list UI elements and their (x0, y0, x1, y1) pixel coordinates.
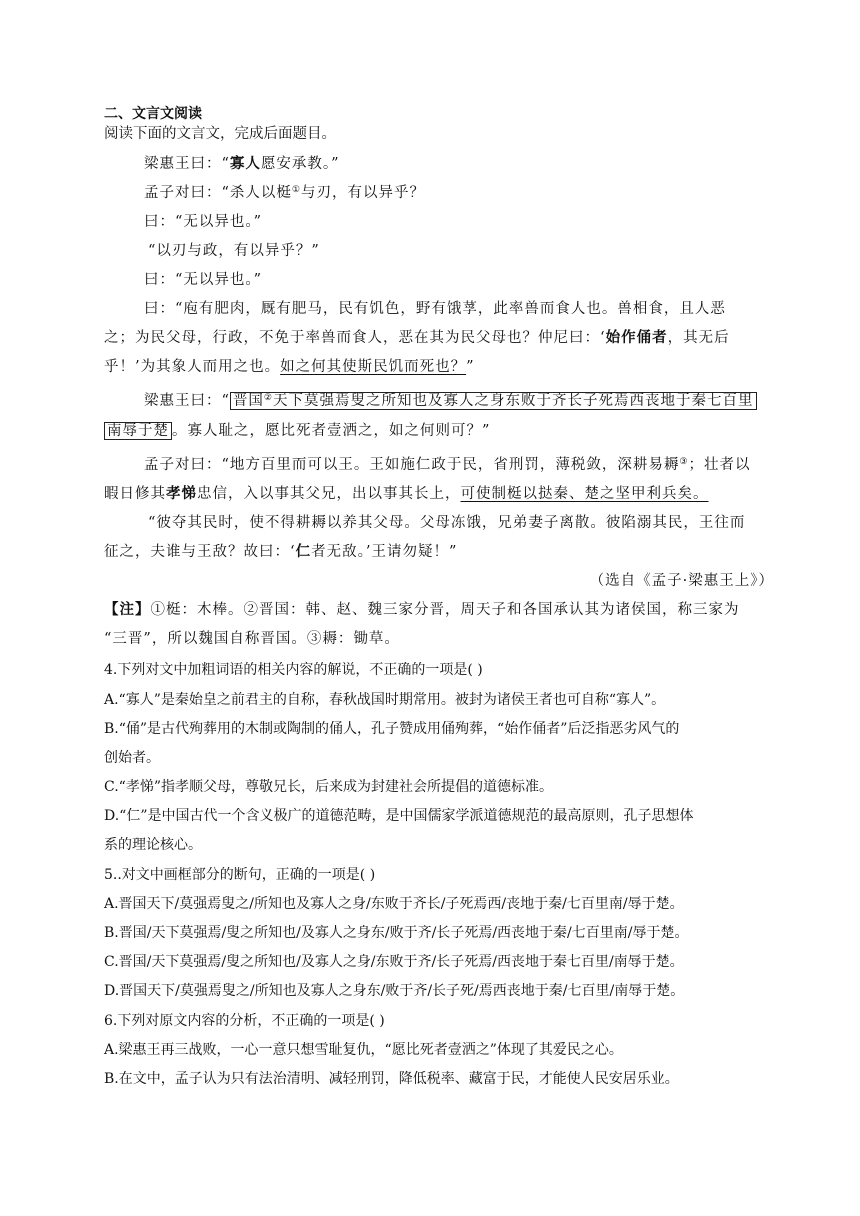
option-d: D.“仁”是中国古代一个含义极广的道德范畴，是中国儒家学派道德规范的最高原则，孔子思想体 (104, 808, 694, 824)
framed-text: 南辱于楚 (104, 422, 172, 440)
section-title: 二、文言文阅读 (104, 106, 202, 122)
question-stem: 4.下列对文中加粗词语的相关内容的解说，不正确的一项是( ) (104, 662, 483, 678)
passage-line (104, 484, 709, 504)
framed-text (230, 392, 757, 410)
text: 乎！’为其象人而用之也。 (104, 359, 281, 375)
text: ；壮者以 (688, 457, 751, 473)
bold-term: 孝悌 (166, 485, 197, 502)
option-c: C.“孝悌”指孝顺父母，尊敬兄长，后来成为封建社会所提倡的道德标准。 (104, 779, 553, 795)
passage-line (104, 328, 730, 348)
bold-term: 仁 (295, 543, 312, 560)
text: 天下莫强焉叟之所知也及寡人之身东败于齐长子死焉西丧地于秦七百里 (273, 393, 754, 409)
instruction: 阅读下面的文言文，完成后面题目。 (104, 126, 336, 142)
passage-line (144, 154, 340, 174)
passage-line (104, 421, 490, 441)
text: ①梃：木棒。②晋国：韩、赵、魏三家分晋，周天子和各国承认其为诸侯国，称三家为 (150, 602, 740, 618)
passage-line: “彼夺其民时，使不得耕耨以养其父母。父母冻饿，兄弟妻子离散。彼陷溺其民，王往而 (148, 515, 746, 531)
underlined-sentence: 可使制梃以挞秦、楚之坚甲利兵矣。 (460, 486, 709, 502)
text: 愿安承教。” (260, 156, 340, 172)
passage-line (144, 455, 751, 475)
text: 梁惠王曰：“ (144, 156, 230, 172)
text: 暇日修其 (104, 486, 166, 502)
notes-line: “三晋”，所以魏国自称晋国。③耨：锄草。 (104, 631, 400, 647)
option-a: A.梁惠王再三战败，一心一意只想雪耻复仇，“愿比死者壹洒之”体现了其爱民之心。 (104, 1042, 623, 1058)
passage-line (144, 183, 425, 203)
footnote-marker: ② (263, 393, 273, 403)
option-b-cont: 创始者。 (104, 750, 160, 766)
passage-line (104, 357, 475, 377)
text: 梁惠王曰：“ (144, 393, 230, 409)
source-citation: （选自《孟子·梁惠王上》） (589, 573, 774, 589)
text: 之；为民父母，行政，不免于率兽而食人，恶在其为民父母也？仲尼曰：‘ (104, 330, 606, 346)
text: 与刃，有以异乎？ (301, 185, 425, 201)
text: 征之，夫谁与王敌？故曰：‘ (104, 544, 296, 560)
passage-line: 曰：“无以异也。” (144, 272, 263, 288)
option-a: A.“寡人”是秦始皇之前君主的自称，春秋战国时期常用。被封为诸侯王者也可自称“寡人”。 (104, 692, 666, 708)
option-d: D.晋国天下/莫强焉叟之/所知也及寡人之身东/败于齐/长子死/焉西丧地于秦/七百里/南辱于楚。 (104, 983, 685, 999)
notes-label: 【注】 (104, 601, 151, 618)
underlined-sentence: 如之何其使斯民饥而死也？ (280, 359, 467, 375)
footnote-marker: ① (291, 185, 301, 195)
text: 孟子对曰：“地方百里而可以王。王如施仁政于民，省刑罚，薄税敛，深耕易耨 (144, 457, 680, 473)
question-stem: 5..对文中画框部分的断句，正确的一项是( ) (104, 867, 376, 883)
option-b: B.在文中，孟子认为只有法治清明、减轻刑罚，降低税率、藏富于民，才能使人民安居乐业。 (104, 1071, 679, 1087)
text: 晋国 (232, 393, 264, 409)
text: 者无敌。’王请勿疑！” (311, 544, 458, 560)
bold-term: 始作俑者 (605, 329, 668, 346)
text: 。寡人耻之，愿比死者壹洒之，如之何则可？” (172, 423, 491, 439)
passage-line (144, 391, 757, 411)
option-c: C.晋国/天下莫强焉/叟之所知也/及寡人之身/东败于齐/长子死焉/西丧地于秦七百里/南辱于楚。 (104, 954, 684, 970)
passage-line: 曰：“庖有肥肉，厩有肥马，民有饥色，野有饿莩，此率兽而食人也。兽相食，且人恶 (144, 301, 726, 317)
option-d-cont: 系的理论核心。 (104, 837, 202, 853)
notes-line (104, 600, 740, 620)
question-stem: 6.下列对原文内容的分析，不正确的一项是( ) (104, 1013, 385, 1029)
passage-line: 曰：“无以异也。” (144, 214, 263, 230)
passage-line: “以刃与政，有以异乎？” (148, 243, 320, 259)
option-b: B.晋国/天下莫强焉/叟之所知也/及寡人之身东/败于齐/长子死焉/西丧地于秦/七百里南/辱于楚。 (104, 925, 689, 941)
footnote-marker: ③ (679, 457, 689, 467)
text: 孟子对曰：“杀人以梃 (144, 185, 292, 201)
bold-term: 寡人 (229, 155, 261, 172)
option-a: A.晋国天下/莫强焉叟之/所知也及寡人之身/东败于齐长/子死焉西/丧地于秦/七百里南/辱于楚。 (104, 896, 684, 912)
text: ，其无后 (667, 330, 730, 346)
text: ” (466, 359, 475, 375)
passage-line (104, 542, 457, 562)
option-b: B.“俑”是古代殉葬用的木制或陶制的俑人，孔子赞成用俑殉葬，“始作俑者”后泛指恶劣风气的 (104, 721, 680, 737)
text: 忠信，入以事其父兄，出以事其长上， (197, 486, 461, 502)
